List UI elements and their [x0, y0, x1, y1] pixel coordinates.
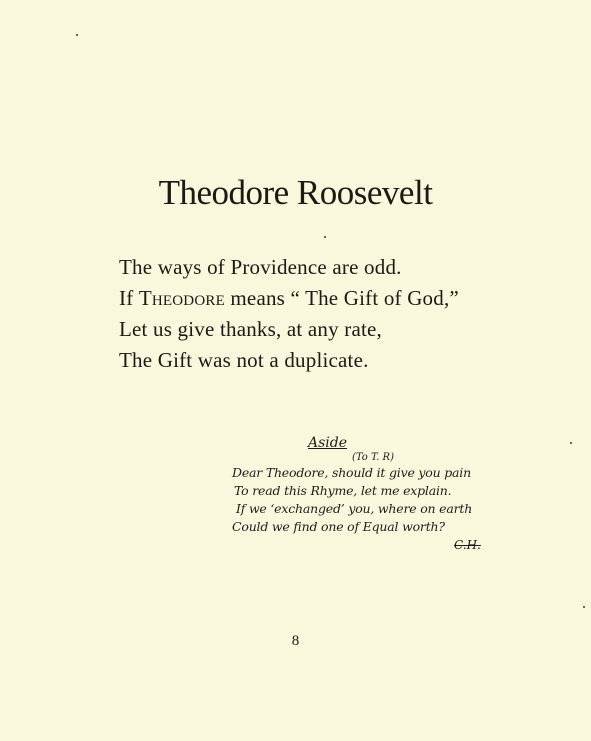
poem-title: Theodore Roosevelt	[158, 173, 433, 212]
poem-line-2-start: If	[119, 286, 139, 310]
aside-heading: Aside	[308, 435, 348, 451]
print-speck	[583, 606, 585, 608]
print-speck	[324, 236, 326, 238]
aside-line-3: If we ‘exchanged’ you, where on earth	[236, 501, 473, 516]
aside-recipient: (To T. R)	[352, 452, 394, 463]
print-speck	[570, 442, 572, 444]
poem-line-2-end: means “ The Gift of God,”	[224, 286, 459, 310]
aside-line-1: Dear Theodore, should it give you pain	[232, 465, 471, 480]
print-speck	[76, 34, 78, 36]
page-number: 8	[291, 633, 300, 649]
poem-line-2	[119, 283, 459, 314]
handwritten-aside	[232, 434, 532, 554]
poem-name-theodore: Theodore	[138, 286, 225, 310]
poem-line-1: The ways of Providence are odd.	[119, 255, 402, 279]
poem-stanza	[119, 252, 459, 376]
aside-line-2: To read this Rhyme, let me explain.	[234, 483, 452, 498]
poem-line-3: Let us give thanks, at any rate,	[119, 317, 382, 341]
aside-signature: C.H.	[454, 538, 481, 552]
poem-line-4: The Gift was not a duplicate.	[119, 348, 369, 372]
aside-line-4: Could we find one of Equal worth?	[232, 519, 445, 534]
